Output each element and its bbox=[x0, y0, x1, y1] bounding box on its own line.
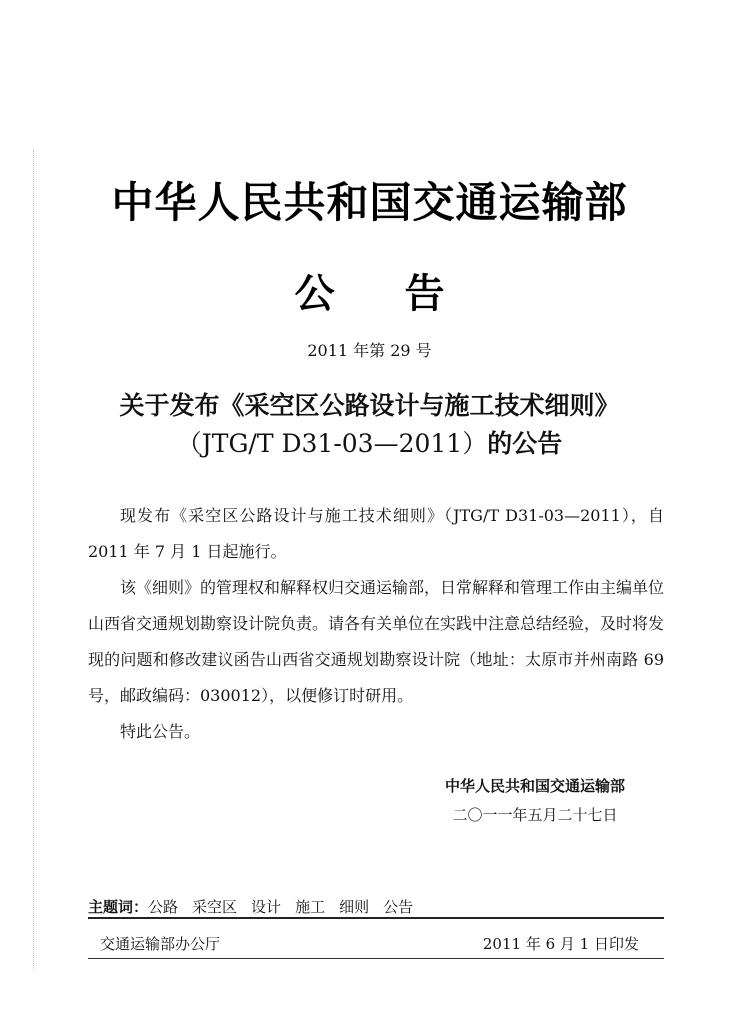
announcement-title-line2 bbox=[0, 424, 739, 460]
document-number: 2011 年第 29 号 bbox=[307, 341, 432, 360]
body-paragraph: 特此公告。 bbox=[120, 722, 201, 741]
footer-divider-top bbox=[88, 917, 664, 919]
keyword: 细则 bbox=[339, 898, 370, 916]
standard-code: （JTG/T D31-03—2011） bbox=[176, 429, 488, 458]
keywords-label: 主题词： bbox=[88, 898, 149, 916]
signature-org: 中华人民共和国交通运输部 bbox=[444, 777, 625, 795]
keywords-line bbox=[88, 896, 664, 917]
footer-divider-bottom bbox=[88, 958, 664, 959]
signature-block bbox=[430, 775, 640, 825]
keyword: 公路 bbox=[148, 898, 179, 916]
announcement-title-line1: 关于发布《采空区公路设计与施工技术细则》 bbox=[119, 391, 620, 420]
print-date: 2011 年 6 月 1 日印发 bbox=[482, 935, 639, 953]
title-suffix: 的公告 bbox=[487, 429, 563, 458]
issuing-office: 交通运输部办公厅 bbox=[100, 935, 221, 953]
signature-date: 二〇一一年五月二十七日 bbox=[452, 806, 618, 824]
keyword: 采空区 bbox=[192, 898, 238, 916]
document-type: 公告 bbox=[294, 271, 515, 317]
keyword: 设计 bbox=[251, 898, 282, 916]
issuer-heading: 中华人民共和国交通运输部 bbox=[111, 178, 628, 227]
keyword: 施工 bbox=[295, 898, 326, 916]
announcement-body bbox=[88, 498, 664, 750]
body-paragraph: 该《细则》的管理权和解释权归交通运输部，日常解释和管理工作由主编单位山西省交通规划勘察设计院负责。请各有关单位在实践中注意总结经验，及时将发现的问题和修改建议函告山西省交通规划勘察设计院（地址：太原市并州南路 69 号，邮政编码：030012），以便修订时研用。 bbox=[88, 578, 665, 705]
body-paragraph: 现发布《采空区公路设计与施工技术细则》（JTG/T D31-03—2011），自 2011 年 7 月 1 日起施行。 bbox=[88, 506, 664, 561]
keyword: 公告 bbox=[383, 898, 414, 916]
